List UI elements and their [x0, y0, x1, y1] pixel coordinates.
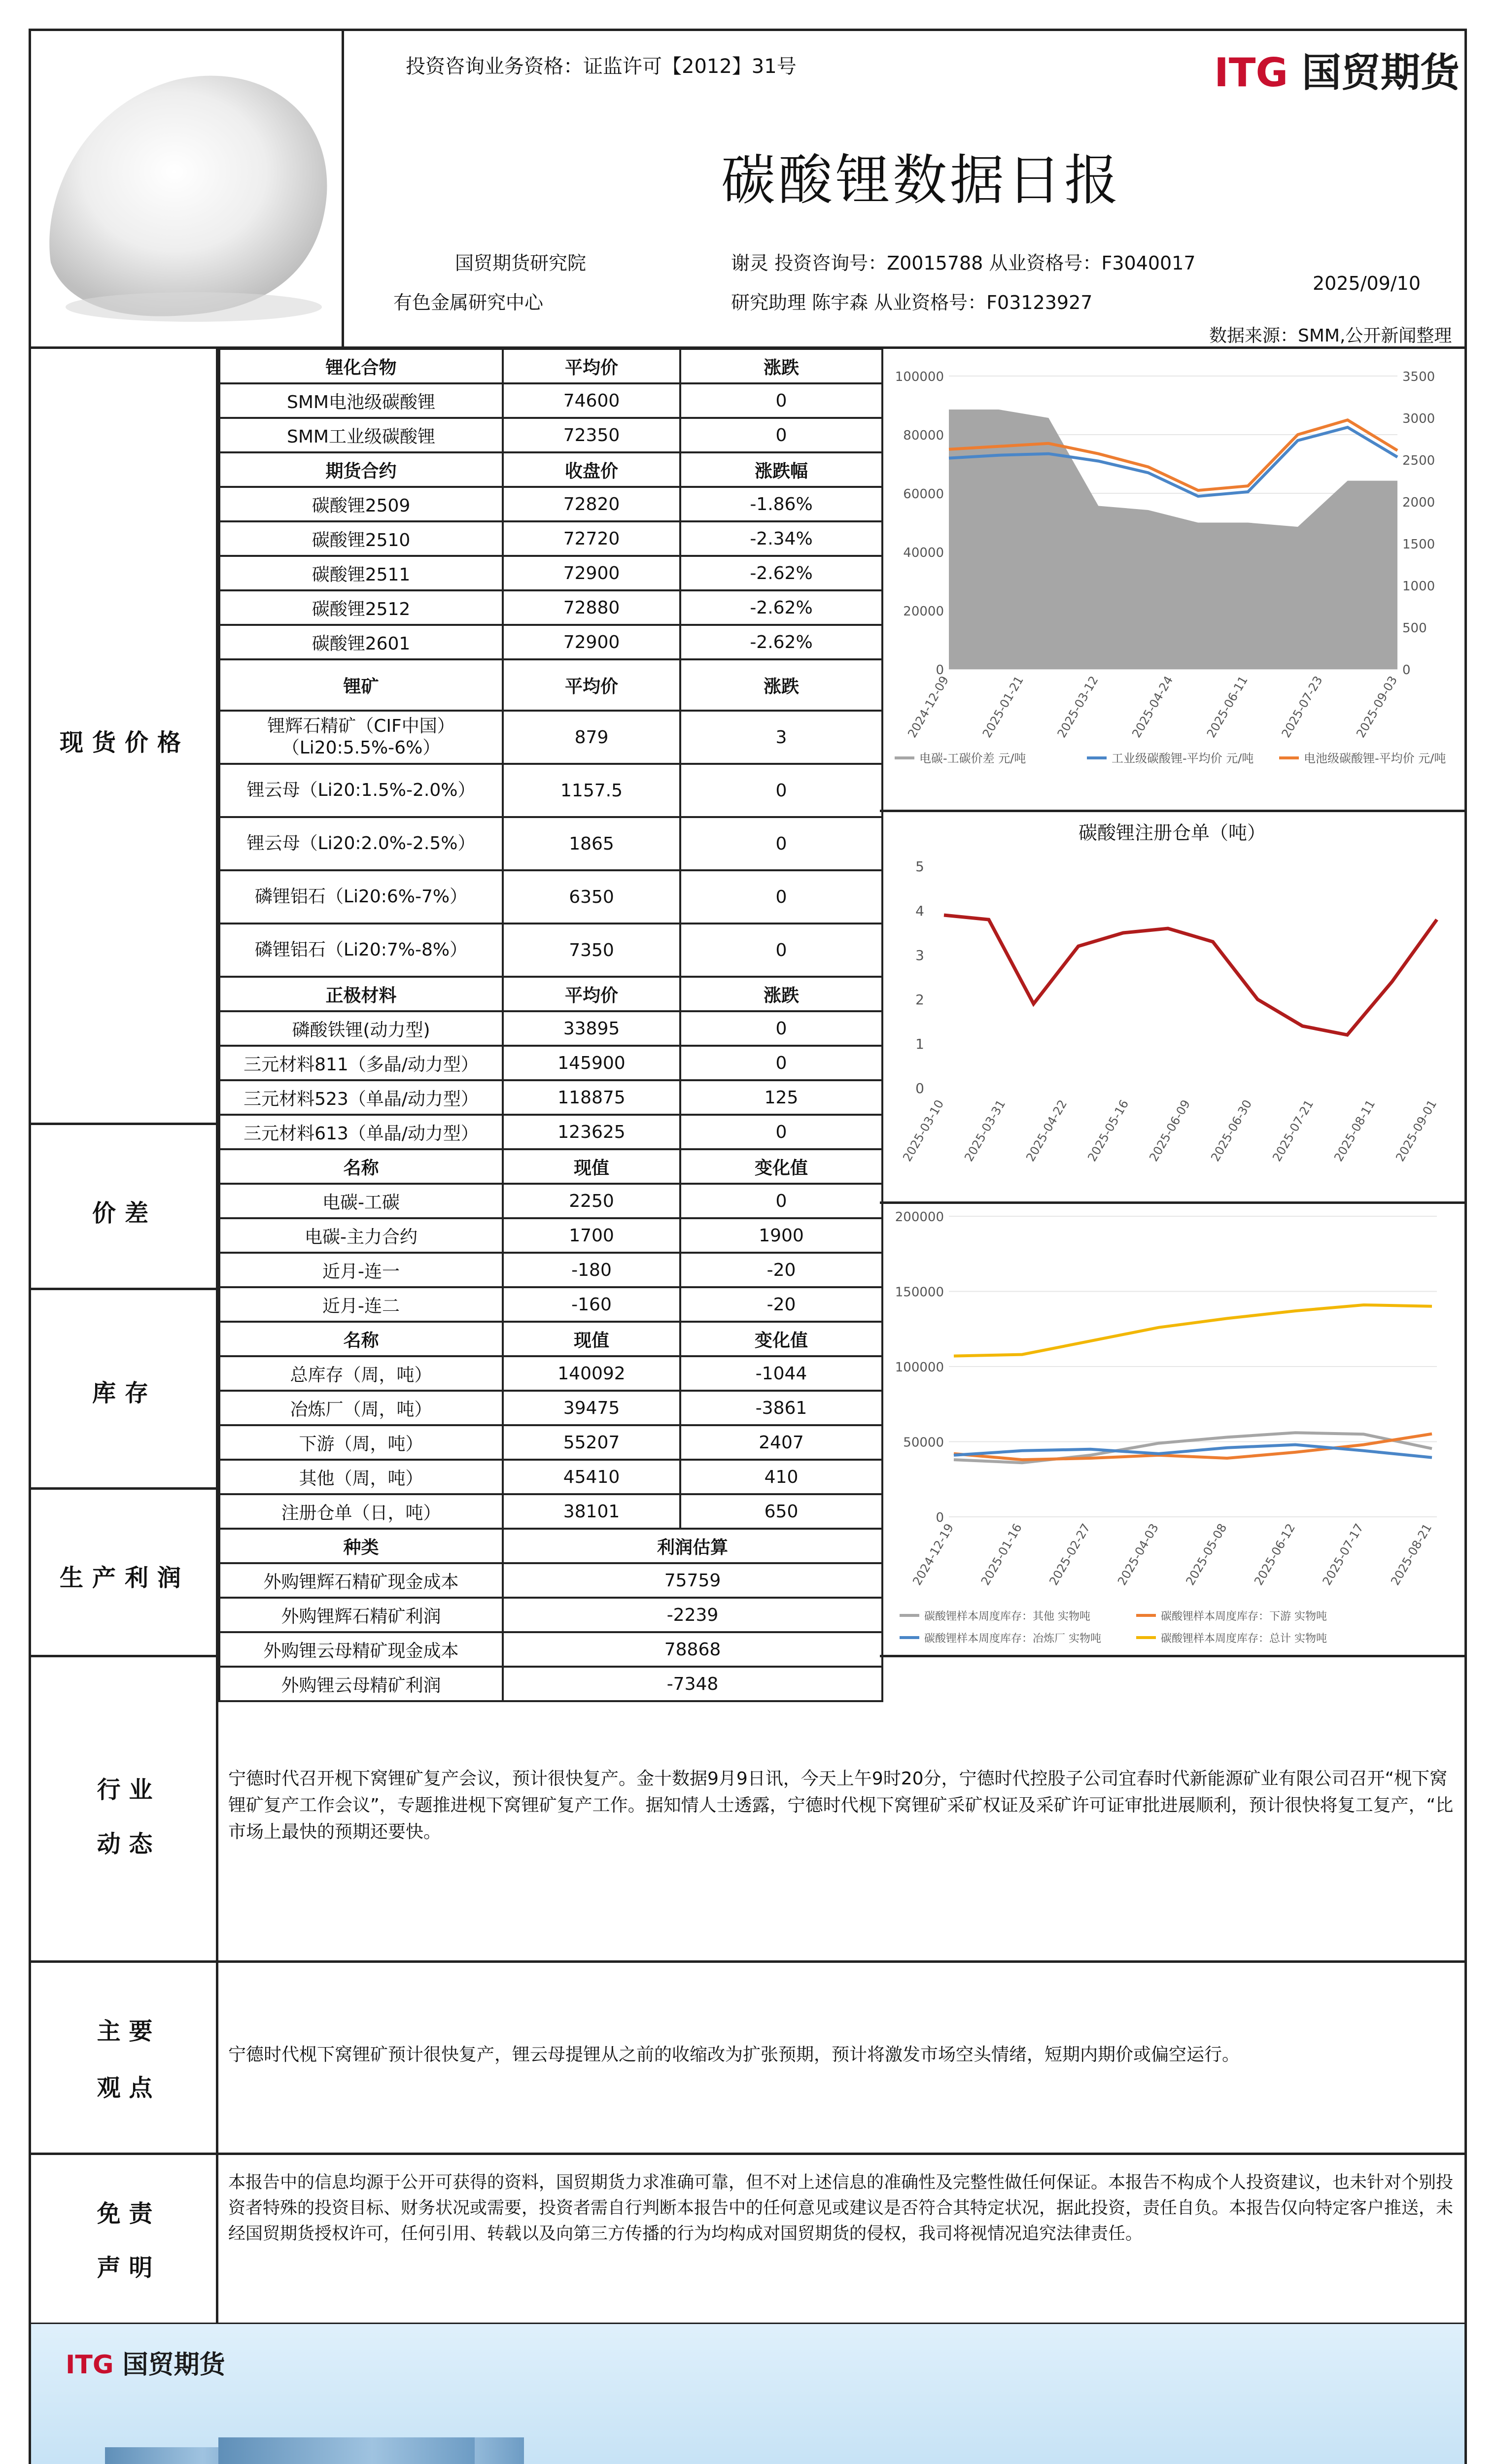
y-tick-label: 50000	[903, 1435, 944, 1450]
table-row	[219, 1425, 882, 1460]
table-cell: 三元材料613（单晶/动力型）	[219, 1115, 503, 1149]
data-table	[218, 348, 883, 1702]
header-cell: 涨跌	[680, 349, 882, 383]
header-cell: 利润估算	[503, 1529, 882, 1563]
table-cell: 碳酸锂2512	[219, 590, 503, 625]
center-name: 有色金属研究中心	[393, 292, 544, 313]
y-tick-label: 200000	[895, 1210, 944, 1225]
y2-tick-label: 3500	[1402, 370, 1435, 384]
license-text: 投资咨询业务资格：证监许可【2012】31号	[406, 55, 797, 78]
legend-label: 碳酸锂样本周度库存：其他 实物吨	[924, 1610, 1090, 1623]
table-cell: 0	[680, 764, 882, 817]
header-cell: 锂矿	[219, 659, 503, 711]
table-cell: 外购锂云母精矿现金成本	[219, 1632, 503, 1667]
header-cell: 名称	[219, 1322, 503, 1356]
table-cell: -180	[503, 1253, 680, 1287]
inventory-chart-svg	[880, 1204, 1464, 1655]
table-cell: 125	[680, 1080, 882, 1115]
table-row	[219, 711, 882, 764]
table-cell: 140092	[503, 1356, 680, 1391]
table-cell: 1157.5	[503, 764, 680, 817]
table-cell: 0	[680, 418, 882, 452]
table-cell: 72900	[503, 625, 680, 659]
table-cell: 外购锂辉石精矿现金成本	[219, 1563, 503, 1598]
table-cell: -3861	[680, 1391, 882, 1425]
table-cell: 磷锂铝石（Li20:6%-7%）	[219, 870, 503, 924]
table-cell: 近月-连二	[219, 1287, 503, 1322]
header-row	[219, 1149, 882, 1184]
company-logo: ITG 国贸期货	[1214, 50, 1460, 96]
report-sheet	[29, 29, 1467, 2464]
series-line-1	[954, 1434, 1432, 1460]
x-tick-label: 2025-06-30	[1208, 1097, 1255, 1164]
x-tick-label: 2025-06-12	[1252, 1521, 1298, 1588]
x-tick-label: 2025-08-11	[1331, 1097, 1378, 1164]
table-cell: 0	[680, 870, 882, 924]
header-cell: 名称	[219, 1149, 503, 1184]
view-text: 宁德时代枧下窝锂矿预计很快复产，锂云母提锂从之前的收缩改为扩张预期，预计将激发市场空头情绪，短期内期价或偏空运行。	[228, 2045, 1240, 2065]
y-tick-label: 5	[915, 858, 924, 875]
warrant-chart	[880, 812, 1464, 1204]
x-tick-label: 2025-07-23	[1279, 674, 1325, 740]
table-cell: 6350	[503, 870, 680, 924]
table-cell: 外购锂云母精矿利润	[219, 1667, 503, 1701]
table-cell: 78868	[503, 1632, 882, 1667]
table-cell: 1700	[503, 1218, 680, 1253]
table-cell: 72900	[503, 556, 680, 590]
analyst-info: 谢灵 投资咨询号：Z0015788 从业资格号：F3040017	[731, 252, 1196, 274]
table-row	[219, 1391, 882, 1425]
spread-section-label: 价差	[92, 1199, 157, 1227]
view-label-line1: 主 要	[97, 2018, 153, 2045]
x-tick-label: 2025-03-12	[1054, 674, 1101, 740]
table-cell: 碳酸锂2511	[219, 556, 503, 590]
table-cell: -7348	[503, 1667, 882, 1701]
table-cell: -1.86%	[680, 487, 882, 521]
table-cell: 879	[503, 711, 680, 764]
table-cell: 其他（周，吨）	[219, 1460, 503, 1494]
y2-tick-label: 2000	[1402, 495, 1435, 510]
table-row	[219, 870, 882, 924]
y-tick-label: 40000	[903, 546, 944, 560]
x-tick-label: 2025-07-17	[1320, 1521, 1366, 1588]
table-cell: 总库存（周，吨）	[219, 1356, 503, 1391]
x-tick-label: 2025-01-21	[979, 674, 1026, 740]
table-row	[219, 1494, 882, 1529]
table-cell: -20	[680, 1287, 882, 1322]
table-row	[219, 418, 882, 452]
y-tick-label: 1	[915, 1036, 924, 1052]
table-cell: 锂云母（Li20:1.5%-2.0%）	[219, 764, 503, 817]
table-cell: 0	[680, 817, 882, 870]
disclaimer-label-line2: 声 明	[97, 2254, 153, 2282]
table-cell: 近月-连一	[219, 1253, 503, 1287]
price-chart	[880, 349, 1464, 812]
y2-tick-label: 1500	[1402, 537, 1435, 552]
table-cell: 7350	[503, 924, 680, 977]
table-cell: 碳酸锂2510	[219, 521, 503, 556]
table-cell: 33895	[503, 1011, 680, 1046]
legend-label: 碳酸锂样本周度库存：冶炼厂 实物吨	[924, 1633, 1101, 1645]
x-tick-label: 2025-05-08	[1183, 1521, 1230, 1588]
profit-label-cell	[31, 1490, 218, 1657]
y-tick-label: 20000	[903, 604, 944, 619]
table-cell: 74600	[503, 383, 680, 418]
y-tick-label: 100000	[895, 370, 944, 384]
table-row	[219, 1563, 882, 1598]
disclaimer-label-line1: 免 责	[97, 2200, 153, 2227]
legend-label: 碳酸锂样本周度库存：总计 实物吨	[1161, 1633, 1327, 1645]
table-cell: 410	[680, 1460, 882, 1494]
institute-name: 国贸期货研究院	[455, 252, 587, 274]
y-tick-label: 0	[936, 663, 944, 678]
table-cell: 123625	[503, 1115, 680, 1149]
table-cell: 磷酸铁锂(动力型)	[219, 1011, 503, 1046]
view-label-line2: 观 点	[97, 2074, 153, 2102]
header-cell: 现值	[503, 1322, 680, 1356]
table-row	[219, 556, 882, 590]
legend-label: 电碳-工碳价差 元/吨	[919, 752, 1026, 765]
company-banner	[31, 2324, 1464, 2464]
header-cell: 平均价	[503, 349, 680, 383]
table-cell: 145900	[503, 1046, 680, 1080]
table-row	[219, 817, 882, 870]
table-cell: 39475	[503, 1391, 680, 1425]
industry-section	[31, 1657, 1464, 1963]
page-title: 碳酸锂数据日报	[721, 149, 1121, 212]
x-tick-label: 2025-04-22	[1023, 1097, 1070, 1164]
profit-section-label: 生产利润	[59, 1564, 190, 1592]
x-tick-label: 2025-02-27	[1046, 1521, 1093, 1588]
table-cell: 55207	[503, 1425, 680, 1460]
assistant-info: 研究助理 陈宇森 从业资格号：F03123927	[731, 292, 1093, 313]
header-row	[219, 977, 882, 1011]
x-tick-label: 2025-04-24	[1129, 674, 1176, 740]
table-row	[219, 1287, 882, 1322]
table-cell: -2.62%	[680, 590, 882, 625]
warrant-chart-svg	[880, 812, 1464, 1201]
y-tick-label: 80000	[903, 428, 944, 443]
table-row	[219, 1218, 882, 1253]
table-cell: 0	[680, 1046, 882, 1080]
table-cell: SMM工业级碳酸锂	[219, 418, 503, 452]
x-tick-label: 2025-08-21	[1388, 1521, 1435, 1588]
legend-label: 碳酸锂样本周度库存：下游 实物吨	[1161, 1610, 1327, 1623]
x-tick-label: 2025-09-01	[1393, 1097, 1440, 1164]
series-line-3	[954, 1305, 1432, 1356]
view-section	[31, 1963, 1464, 2155]
table-row	[219, 1598, 882, 1632]
table-cell: -160	[503, 1287, 680, 1322]
skybridge	[218, 2437, 475, 2464]
table-row	[219, 1046, 882, 1080]
table-cell: -20	[680, 1253, 882, 1287]
y-tick-label: 60000	[903, 487, 944, 502]
y2-tick-label: 3000	[1402, 411, 1435, 426]
header-row	[219, 1529, 882, 1563]
table-cell: 75759	[503, 1563, 882, 1598]
table-row	[219, 1184, 882, 1218]
table-cell: 72880	[503, 590, 680, 625]
y-tick-label: 3	[915, 947, 924, 963]
table-cell: -2.62%	[680, 625, 882, 659]
y2-tick-label: 1000	[1402, 579, 1435, 594]
table-cell: 118875	[503, 1080, 680, 1115]
spread-label-cell	[31, 1125, 218, 1290]
header-cell: 收盘价	[503, 452, 680, 487]
header-row	[219, 1322, 882, 1356]
y2-tick-label: 500	[1402, 621, 1427, 636]
table-cell: -2.34%	[680, 521, 882, 556]
table-row	[219, 590, 882, 625]
table-cell: 冶炼厂（周，吨）	[219, 1391, 503, 1425]
table-cell: -2.62%	[680, 556, 882, 590]
table-cell: -2239	[503, 1598, 882, 1632]
header-cell: 锂化合物	[219, 349, 503, 383]
x-tick-label: 2024-12-19	[910, 1521, 957, 1588]
legend-label: 工业级碳酸锂-平均价 元/吨	[1112, 752, 1254, 765]
table-row	[219, 1011, 882, 1046]
header-cell: 变化值	[680, 1149, 882, 1184]
table-cell: 外购锂辉石精矿利润	[219, 1598, 503, 1632]
table-row	[219, 383, 882, 418]
header-row	[219, 659, 882, 711]
header-cell: 正极材料	[219, 977, 503, 1011]
header-row	[219, 452, 882, 487]
header-cell: 平均价	[503, 659, 680, 711]
table-cell: 72350	[503, 418, 680, 452]
header-cell: 平均价	[503, 977, 680, 1011]
table-cell: 72720	[503, 521, 680, 556]
disclaimer-section	[31, 2155, 1464, 2325]
y2-tick-label: 0	[1402, 663, 1411, 678]
table-row	[219, 764, 882, 817]
table-cell: SMM电池级碳酸锂	[219, 383, 503, 418]
table-cell: 电碳-主力合约	[219, 1218, 503, 1253]
y-tick-label: 4	[915, 903, 924, 919]
x-tick-label: 2025-06-11	[1204, 674, 1251, 740]
data-source: 数据来源：SMM,公开新闻整理	[1209, 326, 1452, 346]
x-tick-label: 2025-04-03	[1114, 1521, 1161, 1588]
table-row	[219, 1356, 882, 1391]
table-row	[219, 1080, 882, 1115]
x-tick-label: 2025-06-09	[1147, 1097, 1193, 1164]
industry-text: 宁德时代召开枧下窝锂矿复产会议，预计很快复产。金十数据9月9日讯，今天上午9时20分，宁德时代控股子公司宜春时代新能源矿业有限公司召开“枧下窝锂矿复产工作会议”，专题推进枧下窝锂矿复产工作。据知情人士透露，宁德时代枧下窝锂矿采矿权证及采矿许可证审批进展顺利，预计很快将复工复产，“比市场上最快的预期还要快。	[228, 1769, 1454, 1842]
y-tick-label: 0	[936, 1510, 944, 1525]
table-cell: 三元材料523（单晶/动力型）	[219, 1080, 503, 1115]
table-row	[219, 1115, 882, 1149]
header-cell: 涨跌	[680, 977, 882, 1011]
table-cell: 45410	[503, 1460, 680, 1494]
inventory-section-label: 库存	[92, 1379, 157, 1407]
industry-label-line1: 行 业	[97, 1776, 153, 1804]
table-row	[219, 924, 882, 977]
table-cell: 碳酸锂2509	[219, 487, 503, 521]
x-tick-label: 2025-07-21	[1270, 1097, 1317, 1164]
lithium-powder-image	[31, 31, 342, 346]
legend-label: 电池级碳酸锂-平均价 元/吨	[1304, 752, 1446, 765]
table-cell: 72820	[503, 487, 680, 521]
table-cell: 三元材料811（多晶/动力型）	[219, 1046, 503, 1080]
y2-tick-label: 2500	[1402, 453, 1435, 468]
industry-label-line2: 动 态	[97, 1830, 153, 1858]
table-cell: 0	[680, 1011, 882, 1046]
table-row	[219, 625, 882, 659]
y-tick-label: 2	[915, 992, 924, 1008]
table-cell: 38101	[503, 1494, 680, 1529]
spot-label-cell	[31, 349, 218, 1125]
table-cell: 0	[680, 924, 882, 977]
x-tick-label: 2025-03-31	[962, 1097, 1009, 1164]
table-cell: 磷锂铝石（Li20:7%-8%）	[219, 924, 503, 977]
y-tick-label: 100000	[895, 1360, 944, 1375]
inventory-chart	[880, 1204, 1464, 1657]
x-tick-label: 2024-12-09	[905, 674, 952, 740]
price-chart-svg	[880, 349, 1464, 810]
table-row	[219, 1253, 882, 1287]
header-cell: 种类	[219, 1529, 503, 1563]
y-tick-label: 0	[915, 1080, 924, 1096]
table-cell: 锂辉石精矿（CIF中国）（Li20:5.5%-6%）	[219, 711, 503, 764]
table-cell: 碳酸锂2601	[219, 625, 503, 659]
banner-logo: ITG 国贸期货	[66, 2350, 225, 2380]
header-cell: 变化值	[680, 1322, 882, 1356]
table-cell: 0	[680, 1115, 882, 1149]
table-row	[219, 487, 882, 521]
disclaimer-text: 本报告中的信息均源于公开可获得的资料，国贸期货力求准确可靠，但不对上述信息的准确性及完整性做任何保证。本报告不构成个人投资建议，也未针对个别投资者特殊的投资目标、财务状况或需要，投资者需自行判断本报告中的任何意见或建议是否符合其特定状况，据此投资，责任自负。本报告仅向特定客户推送，未经国贸期货授权许可，任何引用、转载以及向第三方传播的行为均构成对国贸期货的侵权，我司将视情况追究法律责任。	[228, 2173, 1454, 2244]
table-cell: 3	[680, 711, 882, 764]
table-cell: 1900	[680, 1218, 882, 1253]
x-tick-label: 2025-09-03	[1354, 674, 1400, 740]
table-cell: 2407	[680, 1425, 882, 1460]
table-cell: 2250	[503, 1184, 680, 1218]
table-cell: 下游（周，吨）	[219, 1425, 503, 1460]
chart-title: 碳酸锂注册仓单（吨）	[1078, 822, 1266, 844]
y-tick-label: 150000	[895, 1285, 944, 1300]
series-area-spread	[949, 410, 1397, 669]
table-cell: -1044	[680, 1356, 882, 1391]
table-cell: 0	[680, 1184, 882, 1218]
table-cell: 锂云母（Li20:2.0%-2.5%）	[219, 817, 503, 870]
report-date: 2025/09/10	[1313, 273, 1421, 294]
report-header	[31, 31, 1464, 349]
table-cell: 0	[680, 383, 882, 418]
header-cell: 期货合约	[219, 452, 503, 487]
x-tick-label: 2025-03-10	[900, 1097, 947, 1164]
inventory-label-cell	[31, 1290, 218, 1490]
x-tick-label: 2025-05-16	[1085, 1097, 1132, 1164]
table-cell: 注册仓单（日，吨）	[219, 1494, 503, 1529]
header-cell: 涨跌幅	[680, 452, 882, 487]
table-row	[219, 521, 882, 556]
x-tick-label: 2025-01-16	[978, 1521, 1025, 1588]
table-cell: 650	[680, 1494, 882, 1529]
spot-section-label: 现货价格	[59, 729, 190, 756]
table-cell: 1865	[503, 817, 680, 870]
header-cell: 涨跌	[680, 659, 882, 711]
header-cell: 现值	[503, 1149, 680, 1184]
header-row	[219, 349, 882, 383]
table-row	[219, 1460, 882, 1494]
series-line-warrant	[944, 915, 1437, 1035]
table-cell: 电碳-工碳	[219, 1184, 503, 1218]
